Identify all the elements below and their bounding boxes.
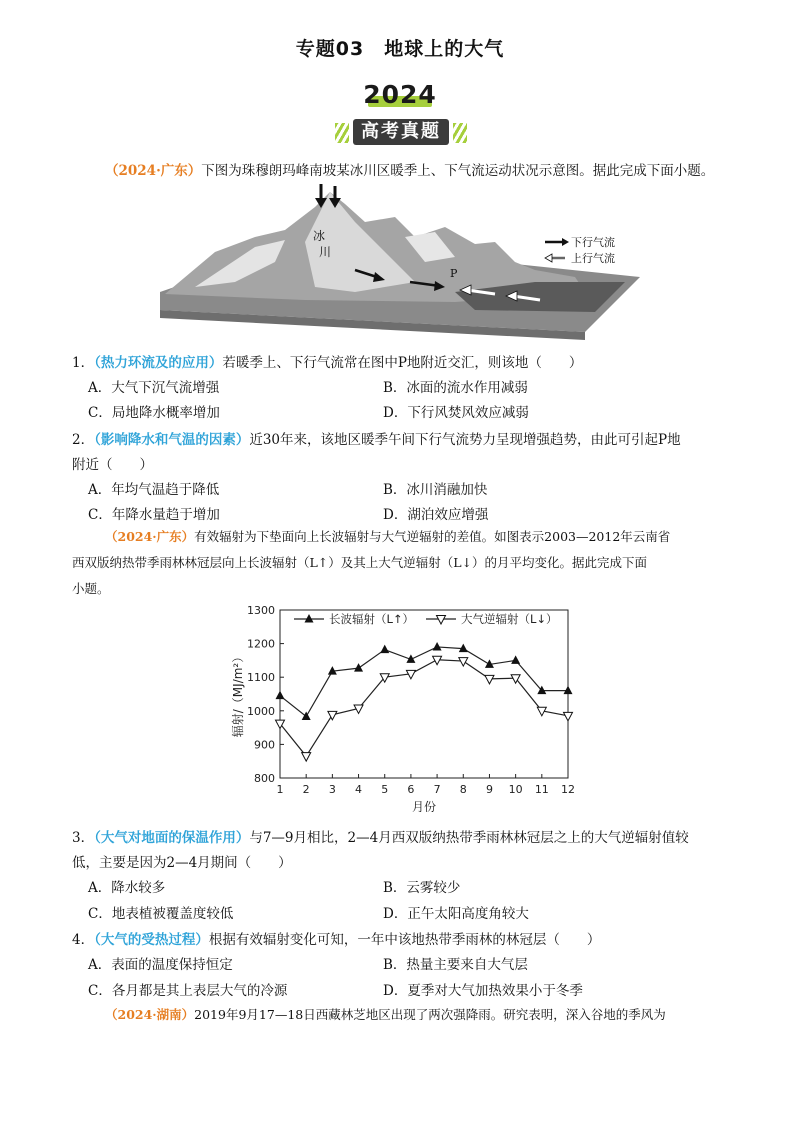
series2-point — [302, 753, 311, 762]
x-tick-label: 2 — [302, 783, 310, 796]
x-tick-label: 1 — [276, 783, 284, 796]
q3-number: 3． — [72, 830, 95, 846]
x-tick-label: 7 — [433, 783, 441, 796]
plot-frame — [280, 610, 568, 778]
q3-tag: （大气对地面的保温作用） — [94, 830, 250, 846]
q4-tag: （大气的受热过程） — [94, 932, 209, 948]
q4-option-b[interactable]: B．热量主要来自大气层 — [383, 957, 528, 973]
q1-text: 若暖季上、下行气流常在图中P地附近交汇，则该地（ ） — [222, 355, 583, 371]
series-line-1 — [280, 647, 568, 717]
q2-option-d[interactable]: D．湖泊效应增强 — [383, 507, 489, 523]
intro2-text-line1: 有效辐射为下垫面向上长波辐射与大气逆辐射的差值。如图表示2003—2012年云南省 — [194, 529, 671, 544]
q1-tag: （热力环流及的应用） — [94, 355, 223, 371]
glacier-label-2: 川 — [319, 245, 332, 259]
intro3-source: （2024·湖南） — [105, 1007, 195, 1022]
decor-slash-left — [335, 123, 349, 143]
legend2-marker — [437, 616, 446, 625]
q4-option-c[interactable]: C．各月都是其上表层大气的冷源 — [88, 983, 288, 999]
x-tick-label: 5 — [381, 783, 389, 796]
point-p-label: P — [450, 267, 458, 280]
series2-point — [459, 658, 468, 667]
series1-point — [511, 655, 520, 664]
y-tick-label: 800 — [254, 772, 275, 785]
q3-option-b[interactable]: B．云雾较少 — [383, 880, 461, 896]
q2-option-a[interactable]: A．年均气温趋于降低 — [88, 482, 220, 498]
legend-down-arrowhead — [562, 238, 569, 246]
intro2-line3: 小题。 — [72, 581, 110, 596]
x-tick-label: 10 — [508, 783, 523, 796]
legend-down-label: 下行气流 — [571, 236, 615, 249]
chart-legend — [294, 612, 558, 626]
q2-stem — [72, 428, 681, 448]
page-title: 专题03 地球上的大气 — [295, 38, 505, 60]
legend-up-label: 上行气流 — [571, 252, 615, 265]
q3-option-c[interactable]: C．地表植被覆盖度较低 — [88, 906, 234, 922]
q4-stem — [72, 928, 600, 948]
intro2-line2: 西双版纳热带季雨林林冠层向上长波辐射（L↑）及其上大气逆辐射（L↓）的月平均变化。据此完成下面 — [72, 555, 648, 570]
intro2-line1 — [105, 527, 670, 545]
y-tick-label: 1200 — [247, 637, 275, 651]
q3-stem — [72, 826, 689, 846]
q4-text: 根据有效辐射变化可知，一年中该地热带季雨林的林冠层（ ） — [208, 932, 601, 948]
y-tick-label: 1100 — [247, 671, 275, 685]
x-tick-label: 12 — [561, 783, 575, 796]
q2-option-c[interactable]: C．年降水量趋于增加 — [88, 507, 220, 523]
year-text: 2024 — [363, 80, 437, 109]
x-tick-label: 11 — [534, 783, 549, 796]
q3-text-line2: 低，主要是因为2—4月期间（ ） — [72, 855, 292, 871]
intro3-paragraph — [105, 1005, 666, 1023]
intro1-text: 下图为珠穆朗玛峰南坡某冰川区暖季上、下气流运动状况示意图。据此完成下面小题。 — [201, 163, 715, 179]
legend2-label: 大气逆辐射（L↓） — [461, 612, 558, 626]
x-tick-label: 8 — [459, 783, 467, 796]
q1-option-a[interactable]: A．大气下沉气流增强 — [88, 380, 220, 396]
x-axis-title: 月份 — [411, 800, 437, 814]
legend1-marker — [305, 614, 314, 623]
year-badge — [350, 80, 450, 110]
q2-option-b[interactable]: B．冰川消融加快 — [383, 482, 488, 498]
q1-number: 1． — [72, 355, 95, 371]
intro1-source: （2024·广东） — [105, 163, 202, 179]
q1-option-b[interactable]: B．冰面的流水作用减弱 — [383, 380, 528, 396]
glacier-label-1: 冰 — [313, 229, 326, 243]
series2-point — [328, 711, 337, 720]
series1-point — [380, 645, 389, 654]
legend1-label: 长波辐射（L↑） — [329, 612, 415, 626]
series2-point — [564, 712, 573, 721]
chart-axes — [231, 604, 575, 814]
chart-series — [276, 642, 573, 761]
q1-stem — [72, 351, 582, 371]
y-tick-label: 1000 — [247, 704, 275, 718]
series2-point — [485, 675, 494, 684]
q3-option-a[interactable]: A．降水较多 — [88, 880, 166, 896]
radiation-line-chart — [228, 600, 588, 820]
x-tick-label: 6 — [407, 783, 415, 796]
series-line-2 — [280, 660, 568, 756]
intro2-source: （2024·广东） — [105, 529, 195, 544]
q3-text-line1: 与7—9月相比，2—4月西双版纳热带季雨林林冠层之上的大气逆辐射值较 — [249, 830, 689, 846]
x-tick-label: 4 — [355, 783, 363, 796]
q2-number: 2． — [72, 432, 95, 448]
series1-point — [564, 686, 573, 695]
intro1-paragraph — [105, 159, 714, 179]
y-axis-title: 辐射/（MJ/m²） — [231, 650, 245, 738]
y-tick-label: 900 — [254, 738, 275, 752]
series1-point — [276, 691, 285, 700]
series1-point — [354, 663, 363, 672]
q2-text-line2: 附近（ ） — [72, 457, 153, 473]
intro3-text: 2019年9月17—18日西藏林芝地区出现了两次强降雨。研究表明，深入谷地的季风为 — [194, 1007, 666, 1022]
q4-option-a[interactable]: A．表面的温度保持恒定 — [88, 957, 233, 973]
decor-slash-right — [453, 123, 467, 143]
q4-option-d[interactable]: D．夏季对大气加热效果小于冬季 — [383, 983, 583, 999]
x-tick-label: 3 — [328, 783, 336, 796]
q2-text-line1: 近30年来，该地区暖季午间下行气流势力呈现增强趋势，由此可引起P地 — [249, 432, 681, 448]
q2-tag: （影响降水和气温的因素） — [94, 432, 250, 448]
series1-point — [302, 712, 311, 721]
q1-option-c[interactable]: C．局地降水概率增加 — [88, 405, 220, 421]
section-label: 高考真题 — [353, 119, 449, 145]
series1-point — [433, 642, 442, 651]
section-badge — [335, 117, 467, 147]
q4-number: 4． — [72, 932, 95, 948]
y-tick-label: 1300 — [247, 604, 275, 617]
x-tick-label: 9 — [485, 783, 493, 796]
glacier-airflow-diagram — [155, 182, 640, 342]
q3-option-d[interactable]: D．正午太阳高度角较大 — [383, 906, 529, 922]
q1-option-d[interactable]: D．下行风焚风效应减弱 — [383, 405, 529, 421]
legend-up-arrowhead — [545, 254, 552, 262]
